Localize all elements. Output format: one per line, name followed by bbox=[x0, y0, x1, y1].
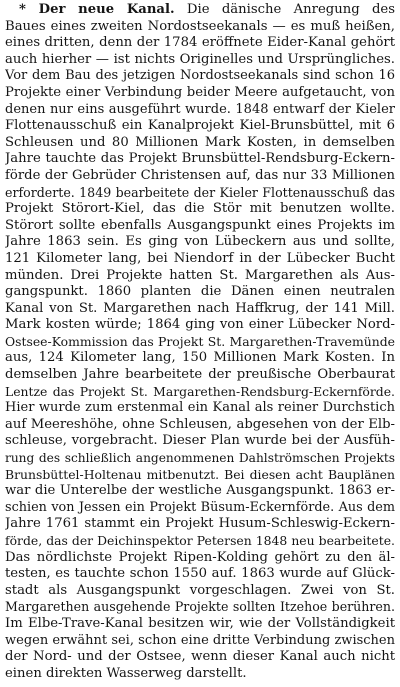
article-line: 121 Kilometer lang, bei Niendorf in der Lübecker Bucht bbox=[5, 250, 395, 266]
article-line: gangspunkt. 1860 planten die Dänen einen neutralen bbox=[5, 284, 395, 300]
article-line: Im Elbe-Trave-Kanal besitzen wir, wie der Vollständigkeit bbox=[5, 615, 395, 631]
article-line: schien von Jessen ein Projekt Büsum-Eckernförde. Aus dem bbox=[5, 499, 395, 515]
article-line: Jahre 1863 sein. Es ging von Lübeckern aus und sollte, bbox=[5, 234, 395, 250]
article-line: Mark kosten würde; 1864 ging von einer Lübecker Nord- bbox=[5, 317, 395, 333]
article-line bbox=[5, 2, 395, 19]
article-line: Vor dem Bau des jetzigen Nordostseekanals sind schon 16 bbox=[5, 68, 395, 84]
article-line: Das nördlichste Projekt Ripen-Kolding gehört zu den äl- bbox=[5, 549, 395, 565]
article-line: Hier wurde zum erstenmal ein Kanal als reiner Durchstich bbox=[5, 400, 395, 416]
article-line: auf Meereshöhe, ohne Schleusen, abgesehen von der Elb- bbox=[5, 416, 395, 432]
article-line: Jahre 1761 stammt ein Projekt Husum-Schleswig-Eckern- bbox=[5, 516, 395, 532]
article-line: Brunsbüttel-Holtenau mitbenutzt. Bei diesen acht Bauplänen bbox=[5, 466, 395, 482]
article-line: der Nord- und der Ostsee, wenn dieser Kanal auch nicht bbox=[5, 649, 395, 665]
article-line: rung des schließlich angenommenen Dahlströmschen Projekts bbox=[5, 451, 395, 466]
article-line: aus, 124 Kilometer lang, 150 Millionen Mark Kosten. In bbox=[5, 350, 395, 366]
article-line: Baues eines zweiten Nordostseekanals — es muß heißen, bbox=[5, 18, 395, 34]
article-line: erforderte. 1849 bearbeitete der Kieler Flottenausschuß das bbox=[5, 184, 395, 200]
article-line: schleuse, vorgebracht. Dieser Plan wurde bei der Ausfüh- bbox=[5, 433, 395, 449]
article-line: Lentze das Projekt St. Margarethen-Rendsburg-Eckernförde. bbox=[5, 383, 395, 399]
article-line: Störort sollte ebenfalls Ausgangspunkt eines Projekts im bbox=[5, 217, 395, 233]
article-body bbox=[5, 19, 395, 683]
article-line: förde der Gebrüder Christensen auf, das nur 33 Millionen bbox=[5, 167, 395, 183]
article-line: einen direkten Wasserweg darstellt. bbox=[5, 665, 247, 681]
article-line: war die Unterelbe der westliche Ausgangspunkt. 1863 er- bbox=[5, 483, 395, 499]
article-line: Margarethen ausgehende Projekte sollten Itzehoe berühren. bbox=[5, 599, 395, 615]
article-line: Jahre tauchte das Projekt Brunsbüttel-Rendsburg-Eckern- bbox=[5, 151, 395, 167]
article-line: demselben Jahre bearbeitete der preußische Oberbaurat bbox=[5, 367, 395, 383]
article-line: denen nur eins ausgeführt wurde. 1848 entwarf der Kieler bbox=[5, 101, 395, 117]
article-line: wegen erwähnt sei, schon eine dritte Verbindung zwischen bbox=[5, 632, 395, 648]
article-line: stadt als Ausgangspunkt vorgeschlagen. Zwei von St. bbox=[5, 582, 395, 598]
article-line: Flottenausschuß ein Kanalprojekt Kiel-Brunsbüttel, mit 6 bbox=[5, 118, 395, 134]
article-line: münden. Drei Projekte hatten St. Margarethen als Aus- bbox=[5, 267, 395, 283]
article-headline: * Der neue Kanal. bbox=[19, 2, 175, 17]
article-line: Schleusen und 80 Millionen Mark Kosten, in demselben bbox=[5, 134, 395, 150]
article-line: auch hierher — ist nichts Originelles und Ursprüngliches. bbox=[5, 51, 395, 67]
article-line: Projekt Störort-Kiel, das die Stör mit benutzen wollte. bbox=[5, 201, 395, 217]
article-line: Ostsee-Kommission das Projekt St. Margarethen-Travemünde bbox=[5, 333, 395, 349]
article-line: eines dritten, denn der 1784 eröffnete Eider-Kanal gehört bbox=[5, 35, 395, 51]
article-line: förde, das der Deichinspektor Petersen 1848 neu bearbeitete. bbox=[5, 533, 395, 548]
article-line: Kanal von St. Margarethen nach Haffkrug, der 141 Mill. bbox=[5, 300, 395, 316]
article-line: Projekte einer Verbindung beider Meere aufgetaucht, von bbox=[5, 84, 395, 100]
article-first-line-text: Die dänische Anregung des bbox=[174, 2, 395, 17]
article-der-neue-kanal bbox=[5, 2, 395, 682]
article-line: testen, es tauchte schon 1550 auf. 1863 wurde auf Glück- bbox=[5, 566, 395, 582]
